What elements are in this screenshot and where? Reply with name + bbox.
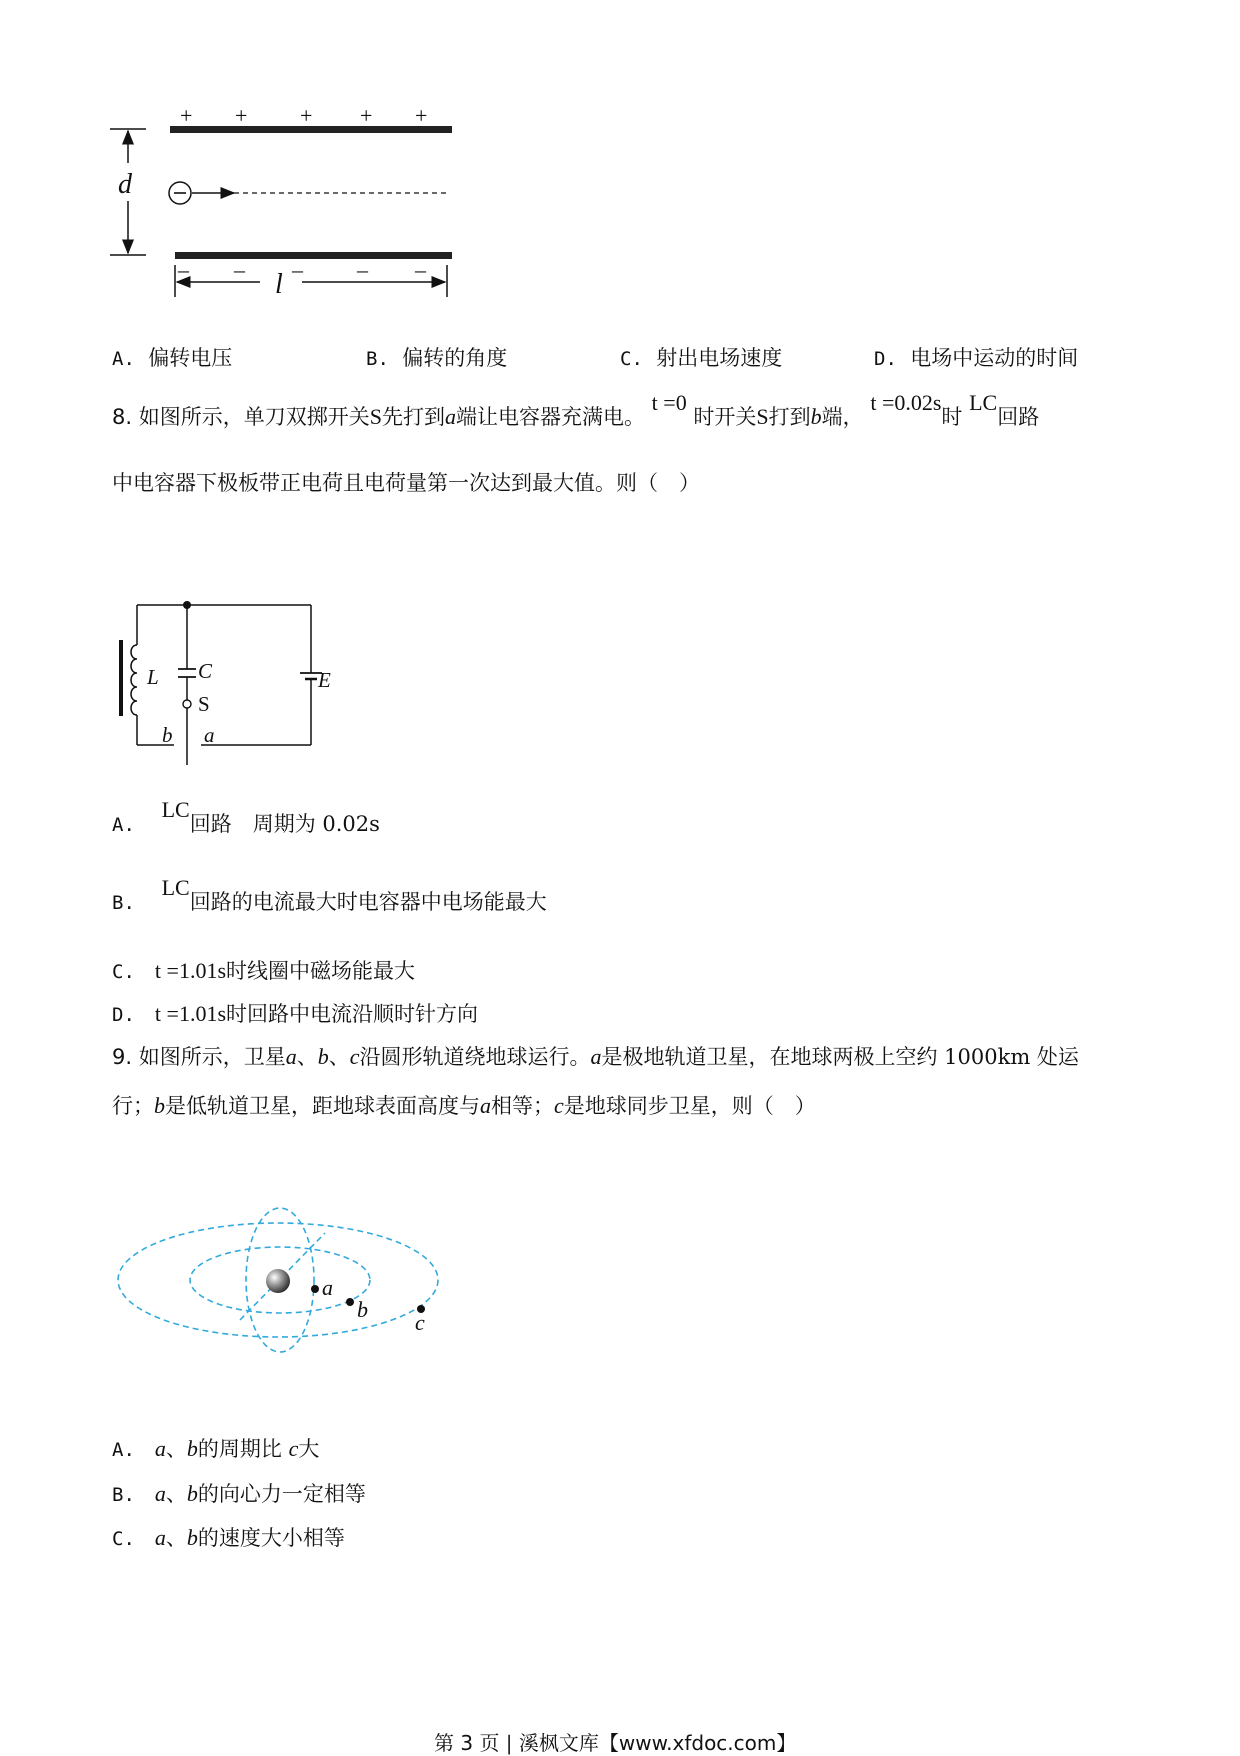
plus-sign: +: [360, 103, 373, 128]
deflection-plates-figure: [110, 95, 470, 325]
switch-pivot: [183, 700, 191, 708]
q7-option-a[interactable]: A. 偏转电压: [112, 346, 233, 370]
q8-option-d[interactable]: D. t =1.01s时回路中电流沿顺时针方向: [112, 1001, 479, 1026]
switch-label: S: [198, 692, 210, 716]
terminal-a-label: a: [204, 723, 215, 747]
formula-t0: t =0: [651, 390, 687, 415]
q8-stem-line1: 8. 如图所示，单刀双掷开关S先打到a端让电容器充满电。 t =0 时开关S打到b端， t =0.02s时 LC回路: [112, 390, 1040, 429]
satellite-b: [346, 1298, 354, 1306]
minus-sign: –: [292, 257, 303, 282]
satellite-a-label: a: [322, 1275, 333, 1300]
question-number: 9.: [112, 1045, 133, 1069]
satellite-orbit-figure: [110, 1195, 450, 1360]
q7-option-b[interactable]: B. 偏转的角度: [366, 346, 508, 370]
q7-option-d[interactable]: D. 电场中运动的时间: [874, 346, 1079, 370]
lc-circuit-figure: [110, 590, 350, 770]
q8-option-c[interactable]: C. t =1.01s时线圈中磁场能最大: [112, 958, 416, 983]
earth-icon: [266, 1269, 290, 1293]
q9-option-c[interactable]: C. a、b的速度大小相等: [112, 1525, 345, 1550]
q9-stem-line1: 9. 如图所示，卫星a、b、c沿圆形轨道绕地球运行。a是极地轨道卫星，在地球两极上空约 1000km 处运: [112, 1044, 1079, 1069]
terminal-b-label: b: [162, 723, 173, 747]
minus-sign: –: [234, 257, 245, 282]
q7-option-c[interactable]: C. 射出电场速度: [620, 346, 783, 370]
satellite-b-label: b: [357, 1297, 368, 1322]
page-number: 3: [460, 1731, 474, 1755]
plus-sign: +: [415, 103, 428, 128]
minus-sign: –: [415, 257, 426, 282]
q9-stem-line2: 行；b是低轨道卫星，距地球表面高度与a相等；c是地球同步卫星，则（ ）: [112, 1093, 816, 1118]
q9-option-b[interactable]: B. a、b的向心力一定相等: [112, 1481, 366, 1506]
plus-sign: +: [235, 103, 248, 128]
plus-sign: +: [180, 103, 193, 128]
minus-sign: –: [357, 257, 368, 282]
q9-option-a[interactable]: A. a、b的周期比 c大: [112, 1436, 320, 1461]
capacitor-label: C: [198, 659, 213, 683]
page-footer: 第 3 页 | 溪枫文库【www.xfdoc.com】: [434, 1731, 797, 1755]
satellite-a: [311, 1285, 319, 1293]
l-label: l: [275, 269, 283, 300]
inductor-coil: [131, 645, 137, 715]
inductor-label: L: [147, 665, 159, 689]
battery-label: E: [318, 668, 331, 692]
question-number: 8.: [112, 405, 133, 429]
q8-option-a[interactable]: A. LC回路 周期为 0.02s: [112, 797, 380, 836]
satellite-c-label: c: [415, 1310, 425, 1335]
q8-option-b[interactable]: B. LC回路的电流最大时电容器中电场能最大: [112, 875, 547, 914]
iron-core: [119, 640, 123, 716]
plus-sign: +: [300, 103, 313, 128]
d-label: d: [118, 169, 132, 200]
minus-sign: –: [178, 257, 189, 282]
footer-link[interactable]: 【www.xfdoc.com】: [598, 1731, 797, 1755]
formula-t002: t =0.02s: [870, 390, 942, 415]
lower-plate: [175, 252, 452, 259]
q8-stem-line2: 中电容器下极板带正电荷且电荷量第一次达到最大值。则（ ）: [112, 471, 700, 495]
